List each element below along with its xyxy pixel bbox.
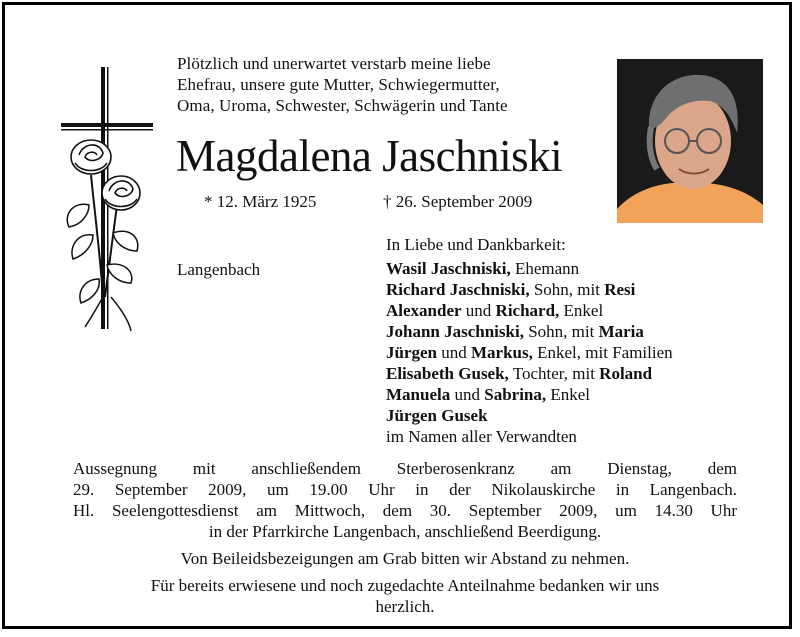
birth-date: * 12. März 1925 — [204, 192, 317, 211]
family-line — [386, 384, 673, 405]
family-line — [386, 426, 673, 447]
portrait-photo — [617, 59, 763, 223]
ceremony-line: 29. September 2009, um 19.00 Uhr in der Nikolauskirche in Langenbach. — [73, 480, 737, 499]
family-relation: und — [450, 385, 485, 404]
obituary-card — [2, 2, 792, 629]
intro-line: Ehefrau, unsere gute Mutter, Schwiegermutter, — [177, 75, 500, 94]
deceased-name: Magdalena Jaschniski — [176, 131, 563, 181]
family-line — [386, 300, 673, 321]
gratitude-line: herzlich. — [375, 597, 435, 616]
family-line — [386, 258, 673, 279]
family-name: Richard Jaschniski, — [386, 280, 530, 299]
gratitude-line: Für bereits erwiesene und noch zugedachte Anteilnahme bedanken wir uns — [150, 576, 660, 595]
family-line — [386, 363, 673, 384]
family-name: Roland — [599, 364, 653, 383]
family-name: Alexander — [386, 301, 462, 320]
ceremony-line: Hl. Seelengottesdienst am Mittwoch, dem 30. September 2009, um 14.30 Uhr — [73, 501, 737, 520]
family-name: Wasil Jaschniski, — [386, 259, 511, 278]
family-line — [386, 321, 673, 342]
ceremony-line: Aussegnung mit anschließendem Sterberosenkranz am Dienstag, dem — [73, 459, 737, 478]
family-relation: Ehemann — [510, 259, 580, 278]
family-relation: Enkel — [546, 385, 591, 404]
family-relation: Sohn, mit — [523, 322, 599, 341]
intro-line: Plötzlich und unerwartet verstarb meine liebe — [177, 54, 491, 73]
family-relation: Enkel, mit Familien — [532, 343, 673, 362]
family-relation: Tochter, mit — [508, 364, 600, 383]
death-date: † 26. September 2009 — [383, 192, 533, 211]
family-name: Markus, — [471, 343, 533, 362]
family-list — [386, 258, 673, 447]
family-relation: Sohn, mit — [529, 280, 605, 299]
family-name: Resi — [604, 280, 636, 299]
family-line — [386, 405, 673, 426]
cross-with-roses-icon — [55, 65, 165, 335]
family-relation: Enkel — [559, 301, 604, 320]
family-name: Maria — [598, 322, 644, 341]
family-name: Jürgen Gusek — [386, 406, 488, 425]
family-name: Richard, — [495, 301, 560, 320]
intro-line: Oma, Uroma, Schwester, Schwägerin und Tante — [177, 96, 508, 115]
family-relation: und — [437, 343, 471, 362]
intro-text — [177, 53, 597, 116]
ceremony-line: in der Pfarrkirche Langenbach, anschließend Beerdigung. — [208, 522, 602, 541]
family-name: Sabrina, — [484, 385, 547, 404]
condolence-note: Von Beileidsbezeigungen am Grab bitten wir Abstand zu nehmen. — [180, 549, 630, 568]
place-name: Langenbach — [177, 260, 261, 279]
family-name: Elisabeth Gusek, — [386, 364, 509, 383]
family-name: Johann Jaschniski, — [386, 322, 524, 341]
family-line — [386, 342, 673, 363]
ceremony-details — [73, 458, 737, 617]
family-name: Manuela — [386, 385, 451, 404]
family-name: Jürgen — [386, 343, 437, 362]
family-relation: im Namen aller Verwandten — [386, 427, 577, 446]
family-line — [386, 279, 673, 300]
family-relation: und — [461, 301, 496, 320]
thanks-heading: In Liebe und Dankbarkeit: — [386, 235, 566, 254]
